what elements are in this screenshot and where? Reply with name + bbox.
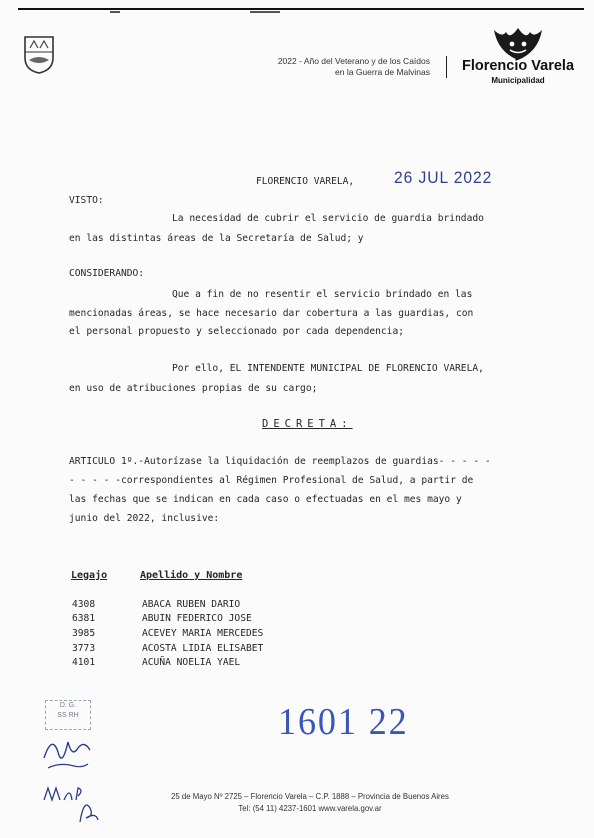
scan-speck xyxy=(250,11,280,13)
articulo-line-2: - - - - -correspondientes al Régimen Profesional de Salud, a partir de xyxy=(69,475,474,486)
table-row xyxy=(72,599,332,613)
decreta-heading: DECRETA: xyxy=(262,418,353,430)
dg-stamp xyxy=(45,700,91,730)
articulo-line-4: junio del 2022, inclusive: xyxy=(69,513,220,524)
considerando-text-line-1: Que a fin de no resentir el servicio brindado en las xyxy=(172,289,473,300)
footer-address xyxy=(150,791,470,815)
considerando-text-line-2: mencionadas áreas, se hace necesario dar cobertura a las guardias, con xyxy=(69,308,474,319)
dg-stamp-line-1: D. G. xyxy=(59,702,77,709)
scan-speck xyxy=(110,11,120,13)
decree-number-stamp: 1601 22 xyxy=(278,701,409,743)
dg-stamp-line-2: SS RH xyxy=(57,712,79,719)
nombre-cell: ABACA RUBEN DARIO xyxy=(142,599,241,610)
header-divider xyxy=(446,56,447,78)
table-row xyxy=(72,628,332,642)
legajo-cell: 4308 xyxy=(72,599,96,610)
nombre-cell: ACUÑA NOELIA YAEL xyxy=(142,657,241,668)
nombre-cell: ACEVEY MARIA MERCEDES xyxy=(142,628,264,639)
footer-line-2: Tel: (54 11) 4237-1601 www.varela.gov.ar xyxy=(238,804,382,813)
municipal-seal-icon xyxy=(22,34,56,74)
handwritten-signature-1 xyxy=(38,728,98,776)
por-ello-line-2: en uso de atribuciones propias de su cargo; xyxy=(69,383,318,394)
legajo-cell: 3985 xyxy=(72,628,96,639)
motto-line-2: en la Guerra de Malvinas xyxy=(335,67,430,77)
motto-line-1: 2022 - Año del Veterano y de los Caídos xyxy=(277,56,430,66)
column-header-nombre: Apellido y Nombre xyxy=(140,570,243,581)
legajo-cell: 4101 xyxy=(72,657,96,668)
articulo-line-1: ARTICULO 1º.-Autorízase la liquidación de reemplazos de guardias- - - - - xyxy=(69,456,491,467)
nombre-cell: ABUIN FEDERICO JOSE xyxy=(142,613,252,624)
top-scan-edge xyxy=(18,8,584,10)
legajo-cell: 3773 xyxy=(72,643,96,654)
place-label: FLORENCIO VARELA, xyxy=(256,176,355,187)
articulo-line-3: las fechas que se indican en cada caso o efectuadas en el mes mayo y xyxy=(69,494,462,505)
nombre-cell: ACOSTA LIDIA ELISABET xyxy=(142,643,264,654)
por-ello-line-1: Por ello, EL INTENDENTE MUNICIPAL DE FLORENCIO VARELA, xyxy=(172,363,484,374)
column-header-legajo: Legajo xyxy=(71,570,108,581)
date-stamp: 26 JUL 2022 xyxy=(394,168,493,187)
footer-line-1: 25 de Mayo Nº 2725 – Florencio Varela – C.P. 1888 – Provincia de Buenos Aires xyxy=(171,792,449,801)
considerando-heading: CONSIDERANDO: xyxy=(69,268,145,279)
table-row xyxy=(72,643,332,657)
municipality-subtitle: Municipalidad xyxy=(491,76,545,85)
legajo-cell: 6381 xyxy=(72,613,96,624)
year-motto xyxy=(200,56,430,78)
table-row xyxy=(72,613,332,627)
visto-text-line-2: en las distintas áreas de la Secretaría de Salud; y xyxy=(69,233,364,244)
visto-heading: VISTO: xyxy=(69,195,104,206)
handwritten-signature-2 xyxy=(40,778,100,828)
table-row xyxy=(72,657,332,671)
considerando-text-line-3: el personal propuesto y seleccionado por cada dependencia; xyxy=(69,326,405,337)
municipality-name: Florencio Varela xyxy=(461,58,575,74)
visto-text-line-1: La necesidad de cubrir el servicio de guardia brindado xyxy=(172,213,484,224)
